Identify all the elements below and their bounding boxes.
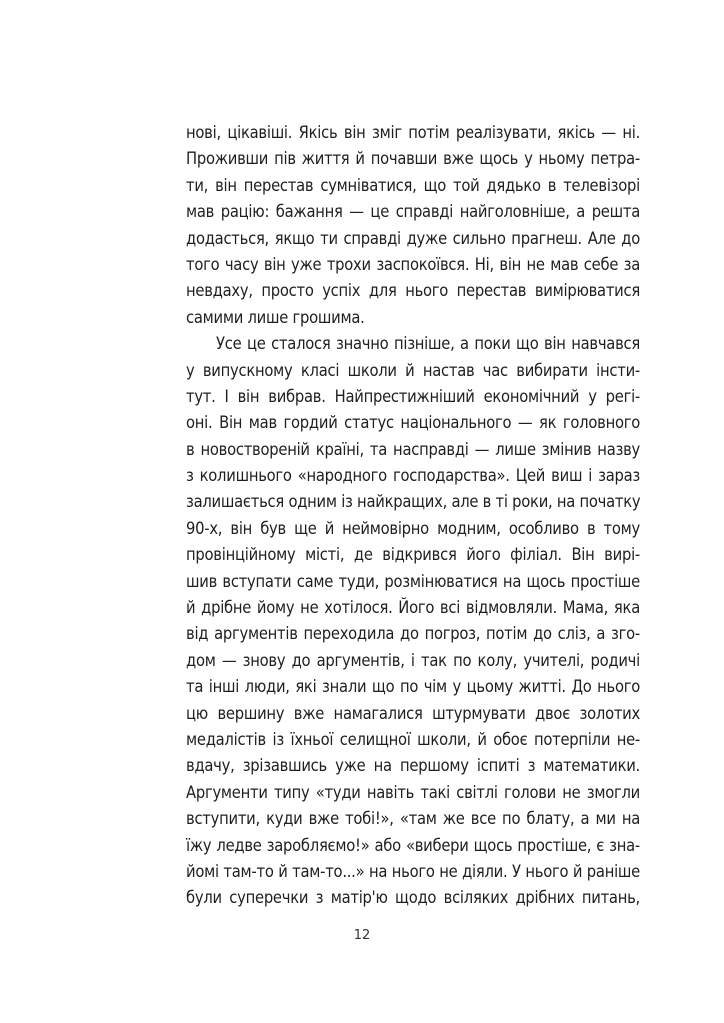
text-line: того часу він уже трохи заспокоївся. Ні, він не мав себе за — [186, 254, 640, 274]
text-line: Аргументи типу «туди навіть такі світлі голови не змогли — [186, 782, 640, 802]
text-line: мав рацію: бажання — це справді найголовніше, а решта — [186, 202, 640, 222]
text-line: в новоствореній країні, та насправді — лише змінив назву — [186, 439, 640, 459]
text-line: шив вступати саме туди, розмінюватися на щось простіше — [186, 571, 640, 591]
text-line: від аргументів переходила до погроз, потім до сліз, а зго- — [186, 624, 640, 644]
text-line: з колишнього «народного господарства». Цей виш і зараз — [186, 466, 640, 486]
text-line: залишається одним із найкращих, але в ті роки, на початку — [186, 492, 641, 512]
paragraph-first-line: Усе це сталося значно пізніше, а поки що він навчався — [216, 334, 640, 354]
text-line: у випускному класі школи й настав час вибирати інсти- — [186, 360, 640, 380]
text-line: ти, він перестав сумніватися, що той дядько в телевізорі — [186, 175, 640, 195]
text-line: йомі там-то й там-то...» на нього не діяли. У нього й раніше — [186, 861, 640, 881]
text-line: дом — знову до аргументів, і так по колу, учителі, родичі — [186, 650, 640, 670]
page-number: 12 — [353, 928, 371, 943]
text-line: 90-х, він був ще й неймовірно модним, особливо в тому — [186, 518, 640, 538]
text-line: невдаху, просто успіх для нього перестав вимірюватися — [186, 281, 640, 301]
text-line: провінційному місті, де відкрився його філіал. Він виpi- — [186, 545, 640, 565]
text-line: цю вершину вже намагалися штурмувати двоє золотих — [186, 703, 640, 723]
text-line: самими лише грошима. — [186, 307, 365, 327]
text-line: й дрібне йому не хотілося. Його всі відмовляли. Мама, яка — [186, 598, 640, 618]
text-line: їжу ледве заробляємо!» або «вибери щось простіше, є зна- — [186, 835, 640, 855]
text-line: вдачу, зрізавшись уже на першому іспиті з математики. — [186, 756, 640, 776]
text-line: були суперечки з матір'ю щодо всіляких дрібних питань, — [186, 888, 640, 908]
text-line: та інші люди, які знали що по чім у цьому житті. До нього — [186, 677, 640, 697]
text-line: Проживши пів життя й почавши вже щось у ньому петра- — [186, 149, 640, 169]
text-line: тут. І він вибрав. Найпрестижніший економічний у регі- — [186, 386, 640, 406]
text-line: оні. Він мав гордий статус національного — як головного — [186, 413, 640, 433]
text-line: додасться, якщо ти справді дуже сильно прагнеш. Але до — [186, 228, 640, 248]
text-line: медалістів із їхньої селищної школи, й обоє потерпіли не- — [186, 729, 640, 749]
text-line: нові, цікавіші. Якісь він зміг потім реалізувати, якісь — ні. — [186, 123, 640, 142]
body-text — [186, 120, 640, 912]
text-line: вступити, куди вже тобі!», «там же все по блату, а ми на — [186, 809, 640, 829]
